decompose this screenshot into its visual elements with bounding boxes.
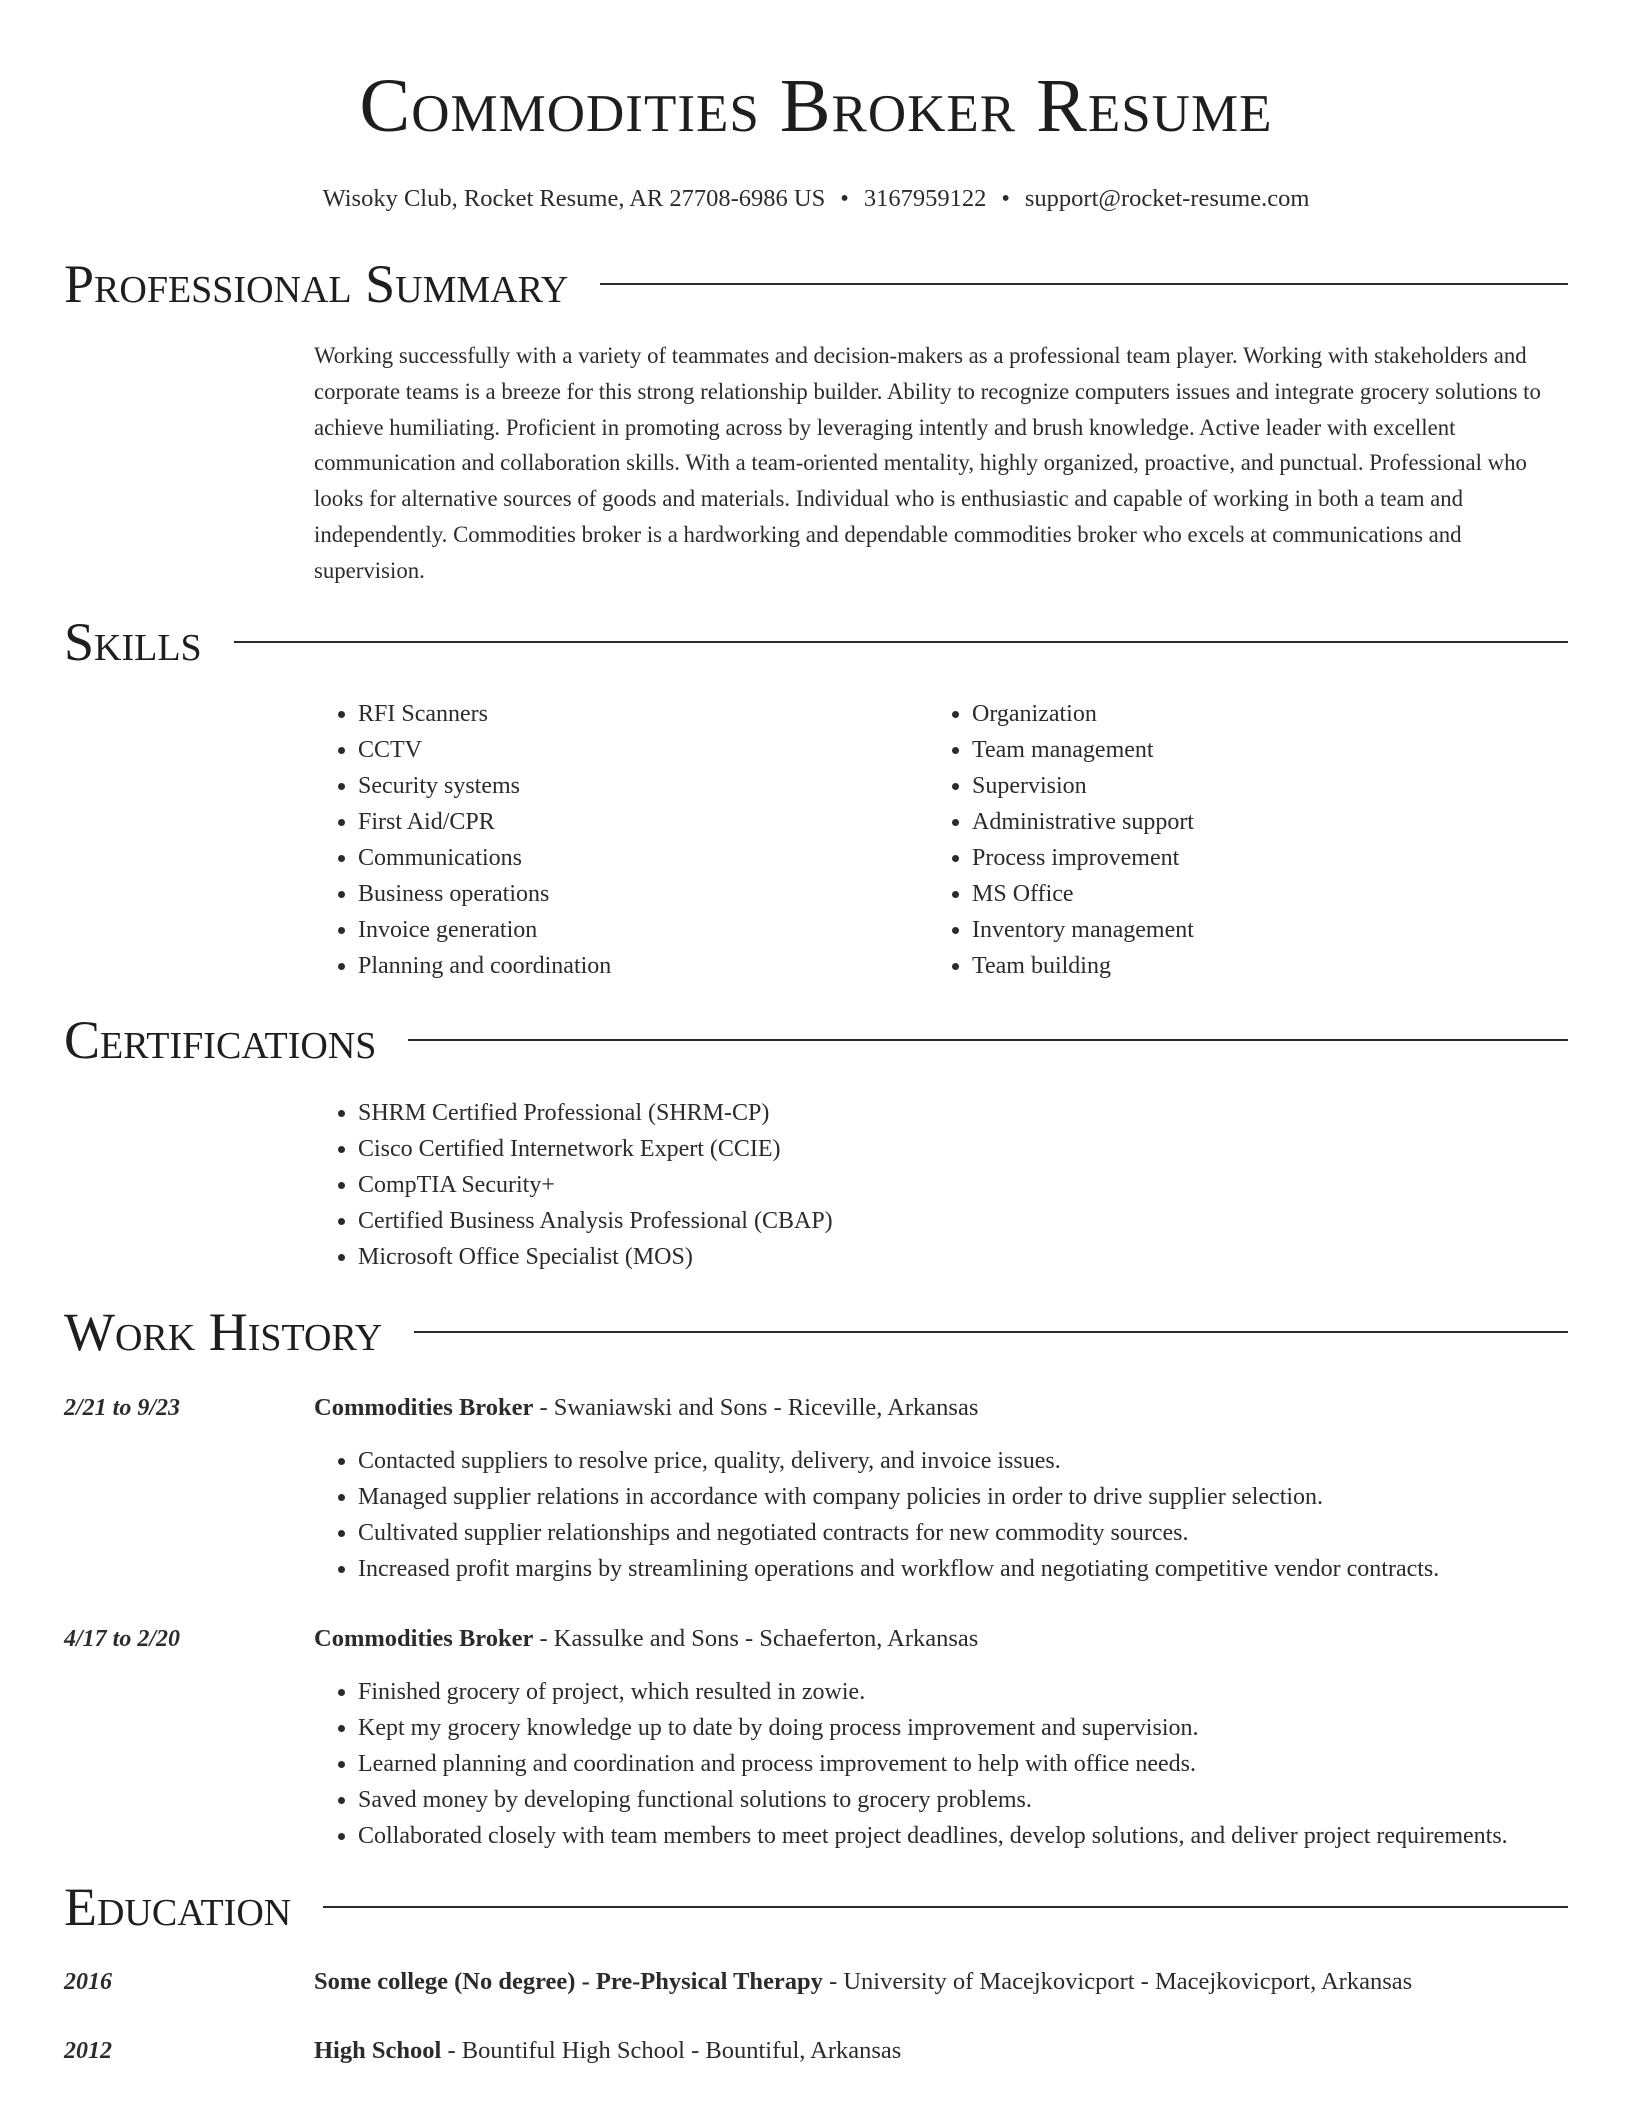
skills-section-title: Skills [64,612,202,672]
education-section-header [64,1875,1568,1939]
job-dates: 4/17 to 2/20 [64,1626,181,1652]
job-duty: • Finished grocery of project, which resulted in zowie. [358,1674,1592,1710]
skill-item: • Communications [358,840,874,876]
certification-item: • Cisco Certified Internetwork Expert (CCIE) [358,1131,1514,1167]
summary-section-header [64,252,1568,316]
job-duties [314,1443,1592,1587]
skill-item: • First Aid/CPR [358,804,874,840]
skill-item: • Team management [972,732,1488,768]
summary-section-title: Professional Summary [64,254,569,314]
job-dates: 2/21 to 9/23 [64,1395,181,1421]
skill-item: • Organization [972,696,1488,732]
contact-line [0,184,1632,214]
section-divider [323,1906,1568,1908]
education-year: 2012 [64,2038,112,2064]
job-duty: • Saved money by developing functional solutions to grocery problems. [358,1782,1592,1818]
summary-text: Working successfully with a variety of teammates and decision-makers as a professional team player. Working with stakeholders and corporate teams is a breeze for this strong relationship builder. Ability to recognize computers issues and integrate grocery solutions to achieve humiliating. Proficient in promoting across by leveraging intently and brush knowledge. Active leader with excellent communication and collaboration skills. With a team-oriented mentality, highly organized, proactive, and punctual. Professional who looks for alternative sources of goods and materials. Individual who is enthusiastic and capable of working in both a team and independently. Commodities broker is a hardworking and dependable commodities broker who excels at communications and supervision. [314,343,1541,583]
education-year: 2016 [64,1969,112,1995]
certification-item: • CompTIA Security+ [358,1167,1514,1203]
job-title: Commodities Broker [314,1625,534,1652]
skill-item: • Process improvement [972,840,1488,876]
education-entry [314,2035,1592,2067]
section-divider [408,1039,1568,1041]
skill-item: • MS Office [972,876,1488,912]
section-divider [414,1331,1568,1333]
skill-item: • Inventory management [972,912,1488,948]
skill-item: • RFI Scanners [358,696,874,732]
work-section-title: Work History [64,1302,383,1362]
certifications-section-title: Certifications [64,1010,377,1070]
skills-section-header [64,610,1568,674]
job-duty: • Cultivated supplier relationships and negotiated contracts for new commodity sources. [358,1515,1592,1551]
education-school-location: - University of Macejkovicport - Macejkovicport, Arkansas [822,1968,1413,1995]
certifications-section-header [64,1008,1568,1072]
contact-email: support@rocket-resume.com [1024,185,1310,212]
job-duty: • Contacted suppliers to resolve price, quality, delivery, and invoice issues. [358,1443,1592,1479]
skill-item: • Invoice generation [358,912,874,948]
job-heading [314,1623,1592,1655]
certification-item: • SHRM Certified Professional (SHRM-CP) [358,1095,1514,1131]
job-duty: • Managed supplier relations in accordance with company policies in order to drive supplier selection. [358,1479,1592,1515]
contact-separator: • [840,185,849,212]
job-duty: • Kept my grocery knowledge up to date by doing process improvement and supervision. [358,1710,1592,1746]
work-section-header [64,1300,1568,1364]
contact-phone: 3167959122 [863,185,987,212]
skill-item: • Security systems [358,768,874,804]
skill-item: • Administrative support [972,804,1488,840]
job-title: Commodities Broker [314,1394,534,1421]
job-duty: • Increased profit margins by streamlining operations and workflow and negotiating competitive vendor contracts. [358,1551,1592,1587]
skills-column-right [928,696,1488,984]
skill-item: • Planning and coordination [358,948,874,984]
skills-column-left [314,696,874,984]
certifications-list [314,1095,1514,1275]
certification-item: • Microsoft Office Specialist (MOS) [358,1239,1514,1275]
job-employer-location: - Swaniawski and Sons - Riceville, Arkansas [533,1394,979,1421]
job-heading [314,1392,1592,1424]
job-duty: • Collaborated closely with team members to meet project deadlines, develop solutions, and deliver project requirements. [358,1818,1592,1854]
resume-name: Commodities Broker Resume [359,64,1273,148]
education-entry [314,1966,1592,1998]
education-degree: Some college (No degree) - Pre-Physical Therapy [314,1968,823,1995]
education-school-location: - Bountiful High School - Bountiful, Arkansas [441,2037,902,2064]
contact-address: Wisoky Club, Rocket Resume, AR 27708-6986 US [322,185,826,212]
education-section-title: Education [64,1877,292,1937]
skill-item: • Team building [972,948,1488,984]
section-divider [600,283,1568,285]
education-degree: High School [314,2037,442,2064]
skill-item: • CCTV [358,732,874,768]
skill-item: • Business operations [358,876,874,912]
section-divider [234,641,1568,643]
job-duty: • Learned planning and coordination and process improvement to help with office needs. [358,1746,1592,1782]
contact-separator: • [1001,185,1010,212]
job-duties [314,1674,1592,1854]
job-employer-location: - Kassulke and Sons - Schaeferton, Arkansas [533,1625,979,1652]
certification-item: • Certified Business Analysis Professional (CBAP) [358,1203,1514,1239]
skill-item: • Supervision [972,768,1488,804]
